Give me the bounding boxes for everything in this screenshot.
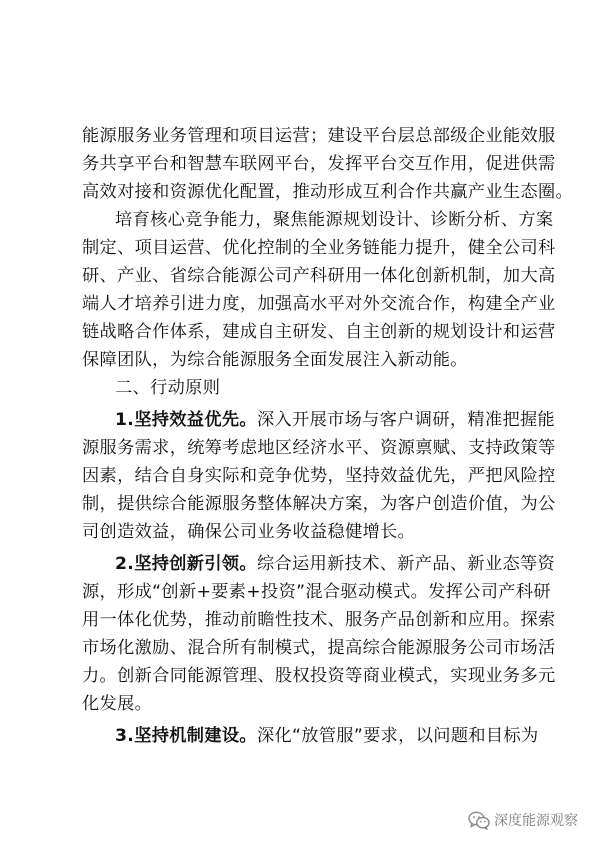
- section-heading: 二、行动原则: [115, 378, 221, 398]
- text-line: 化发展。: [82, 694, 153, 714]
- text-line: 链战略合作体系，建成自主研发、自主创新的规划设计和运营: [82, 322, 556, 342]
- text-line: 培育核心竞争能力，聚焦能源规划设计、诊断分析、方案: [115, 210, 554, 230]
- text-line: 市场化激励、混合所有制模式，提高综合能源服务公司市场活: [82, 638, 556, 658]
- text-line: 力。创新合同能源管理、股权投资等商业模式，实现业务多元: [82, 666, 556, 686]
- text-line: 端人才培养引进力度，加强高水平对外交流合作，构建全产业: [82, 294, 556, 314]
- text-line: 3.坚持机制建设。深化“放管服”要求，以问题和目标为: [115, 726, 539, 746]
- text-line: 因素，结合自身实际和竞争优势，坚持效益优先，严把风险控: [82, 466, 556, 486]
- wechat-icon: [468, 811, 490, 830]
- principle-title: 1.坚持效益优先。: [115, 410, 257, 430]
- text-line: 2.坚持创新引领。综合运用新技术、新产品、新业态等资: [115, 554, 556, 574]
- text-line: 制定、项目运营、优化控制的全业务链能力提升，健全公司科: [82, 238, 556, 258]
- text-line: 司创造效益，确保公司业务收益稳健增长。: [82, 522, 416, 542]
- text-line: 源服务需求，统筹考虑地区经济水平、资源禀赋、支持政策等: [82, 438, 556, 458]
- text-line: 务共享平台和智慧车联网平台，发挥平台交互作用，促进供需: [82, 154, 556, 174]
- text-line: 1.坚持效益优先。深入开展市场与客户调研，精准把握能: [115, 410, 556, 430]
- text-line: 保障团队，为综合能源服务全面发展注入新动能。: [82, 350, 468, 370]
- text-line: 研、产业、省综合能源公司产科研用一体化创新机制，加大高: [82, 266, 556, 286]
- text-line: 能源服务业务管理和项目运营；建设平台层总部级企业能效服: [82, 126, 556, 146]
- principle-title: 2.坚持创新引领。: [115, 554, 257, 574]
- text-line: 制，提供综合能源服务整体解决方案，为客户创造价值，为公: [82, 494, 556, 514]
- text-line: 源，形成“创新+要素+投资”混合驱动模式。发挥公司产科研: [82, 582, 551, 602]
- principle-title: 3.坚持机制建设。: [115, 726, 257, 746]
- watermark-text: 深度能源观察: [494, 813, 578, 829]
- text-line: 高效对接和资源优化配置，推动形成互利合作共赢产业生态圈。: [82, 182, 574, 202]
- text-line: 用一体化优势，推动前瞻性技术、服务产品创新和应用。探索: [82, 610, 556, 630]
- watermark: [468, 808, 578, 832]
